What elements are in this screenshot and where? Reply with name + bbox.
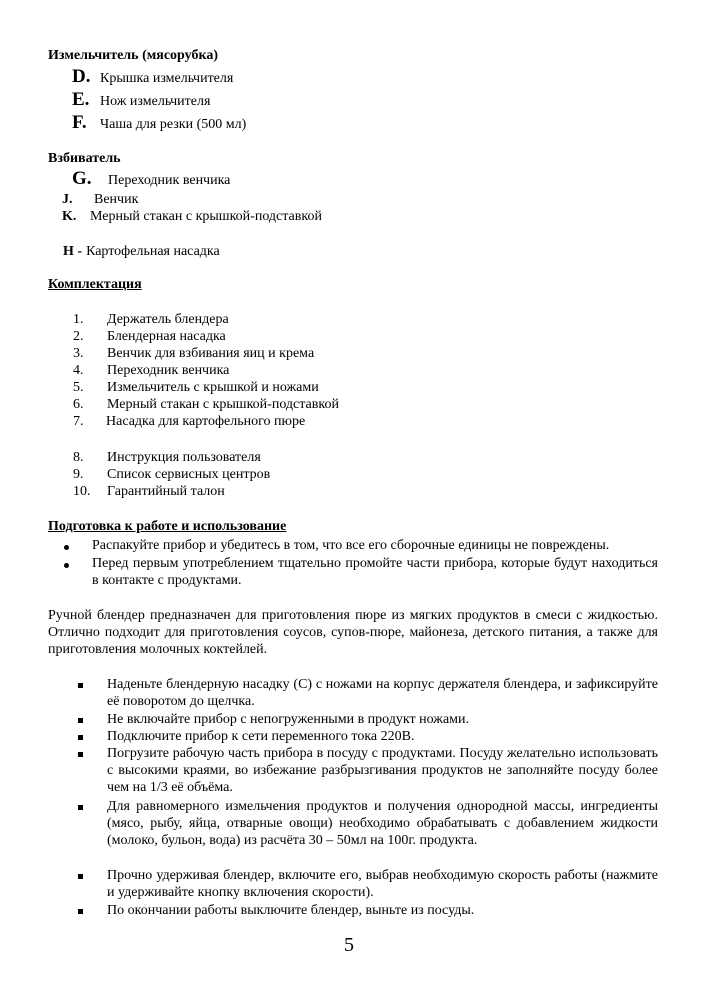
chopper-item-f [72,112,246,134]
bullet-square-icon [78,909,83,914]
prep-bullet: Распакуйте прибор и убедитесь в том, что все его сборочные единицы не повреждены. [92,538,610,553]
part-letter: J. [62,192,73,207]
bullet-square-icon [78,735,83,740]
usage-step: Для равномерного измельчения продуктов и получения однородной массы, ингредиенты (мясо, рыбу, яйца, отварные овощи) необходимо обрабатывать с добавлением жидкости (молоко, бульон, вода) из расчёта 30 – 50мл на 100г. продукта. [107,799,658,848]
package-item: 10. Гарантийный талон [73,484,225,499]
chopper-item-e [72,89,210,111]
part-text: Нож измельчителя [100,94,211,109]
prep-bullet: Перед первым употреблением тщательно промойте части прибора, которые будут находиться в контакте с продуктами. [92,556,658,588]
bullet-square-icon [78,752,83,757]
potato-attachment-line [63,242,220,260]
usage-step: Погрузите рабочую часть прибора в посуду с продуктами. Посуду желательно использовать с высокими краями, во избежание разбрызгивания продуктов не заполняйте посуду более чем на 1/3 её объёма. [107,746,658,795]
chopper-heading: Измельчитель (мясорубка) [48,48,218,63]
package-item: 1. Держатель блендера [73,312,229,327]
part-letter: D. [72,66,91,87]
bullet-square-icon [78,683,83,688]
package-item: 5. Измельчитель с крышкой и ножами [73,380,319,395]
part-letter: E. [72,89,90,110]
package-item: 2. Блендерная насадка [73,329,226,344]
package-item: 9. Список сервисных центров [73,467,271,482]
whisk-heading: Взбиватель [48,151,121,166]
part-text: Чаша для резки (500 мл) [100,117,247,132]
page-number: 5 [344,934,354,956]
part-letter: K. [62,209,77,224]
bullet-dot-icon [64,563,69,568]
whisk-item-j [62,190,138,208]
usage-step: По окончании работы выключите блендер, выньте из посуды. [107,903,475,918]
part-letter: F. [72,112,87,133]
part-letter: H - [63,244,83,259]
bullet-dot-icon [64,545,69,550]
usage-step: Не включайте прибор с непогруженными в продукт ножами. [107,712,470,727]
usage-step: Подключите прибор к сети переменного тока 220В. [107,729,415,744]
package-item: 7. Насадка для картофельного пюре [73,414,306,429]
part-text: Мерный стакан с крышкой-подставкой [90,209,322,224]
bullet-square-icon [78,805,83,810]
part-letter: G. [72,168,92,189]
package-item: 4. Переходник венчика [73,363,230,378]
chopper-item-d [72,66,233,88]
package-item: 8. Инструкция пользователя [73,450,261,465]
part-text: Крышка измельчителя [100,71,234,86]
intro-paragraph: Ручной блендер предназначен для приготовления пюре из мягких продуктов в смеси с жидкостью. Отлично подходит для приготовления соусов, супов-пюре, майонеза, детского питания, а также для приготовления молочных коктейлей. [48,608,658,657]
whisk-item-g [72,168,230,190]
part-text: Переходник венчика [108,173,231,188]
package-heading: Комплектация [48,277,142,292]
package-item: 3. Венчик для взбивания яиц и крема [73,346,315,361]
prep-heading: Подготовка к работе и использование [48,519,287,534]
usage-step: Наденьте блендерную насадку (С) с ножами на корпус держателя блендера, и зафиксируйте её поворотом до щелчка. [107,677,658,709]
whisk-item-k [62,207,322,225]
bullet-square-icon [78,874,83,879]
part-text: Венчик [94,192,139,207]
part-text: Картофельная насадка [86,244,220,259]
package-item: 6. Мерный стакан с крышкой-подставкой [73,397,339,412]
bullet-square-icon [78,718,83,723]
usage-step: Прочно удерживая блендер, включите его, выбрав необходимую скорость работы (нажмите и удерживайте кнопку включения скорости). [107,868,658,900]
